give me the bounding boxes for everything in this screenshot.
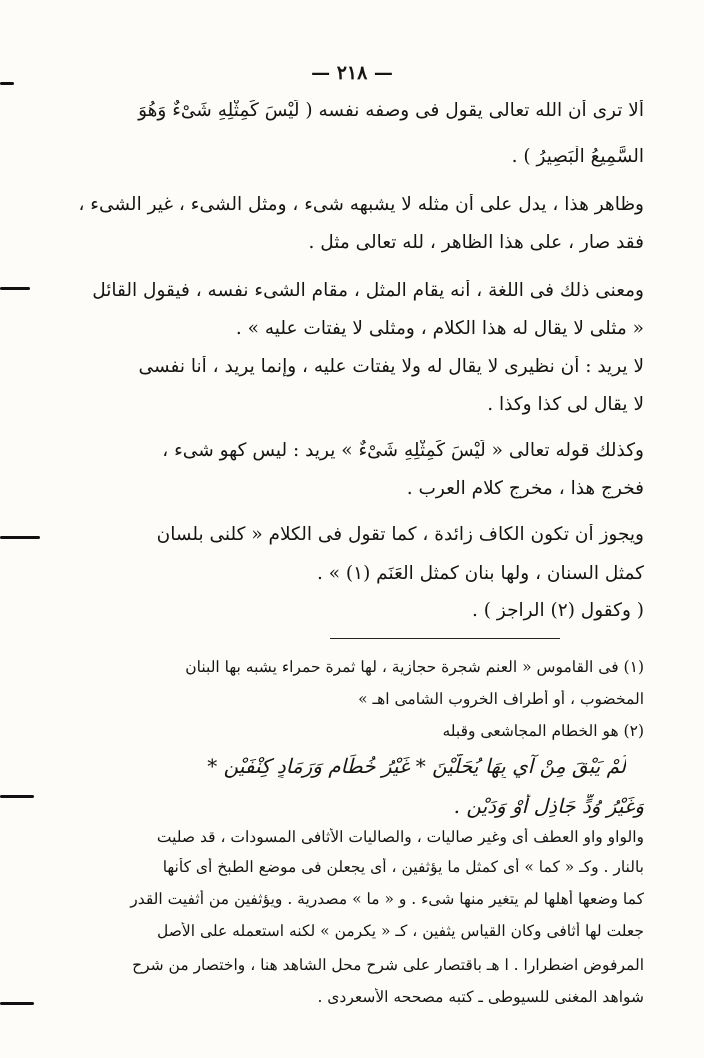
body-line: ( وكقول (٢) الراجز ) .	[472, 600, 644, 621]
footnote-line: المخضوب ، أو أطراف الخروب الشامى اهـ »	[358, 690, 644, 708]
body-line: السَّمِيعُ الْبَصِيرُ ) .	[511, 146, 644, 167]
verse-line: وَغَيْرُ وُدٍّ جَاذِلٍ أَوْ وَدَيْنِ .	[453, 794, 644, 818]
verse-line: لَمْ يَبْقَ مِنْ آيٍ بِهَا يُحَلَّيْنَ * غَيْرُ خُطَامٍ وَرَمَادٍ كِنْفَيْنِ *	[207, 754, 626, 778]
commentary-line: كما وضعها أهلها لم يتغير منها شىء . و « ما » مصدرية . ويؤثفين من أثفيت القدر	[130, 890, 644, 908]
body-line: لا يقال لى كذا وكذا .	[487, 394, 644, 415]
body-line: ويجوز أن تكون الكاف زائدة ، كما تقول فى الكلام « كلنى بلسان	[156, 524, 644, 545]
body-line: فخرج هذا ، مخرج كلام العرب .	[406, 478, 644, 499]
scan-mark	[0, 1002, 34, 1005]
body-line: وكذلك قوله تعالى « لَيْسَ كَمِثْلِهِ شَىْءٌ » يريد : ليس كهو شىء ،	[162, 440, 644, 461]
body-line: ومعنى ذلك فى اللغة ، أنه يقام المثل ، مقام الشىء نفسه ، فيقول القائل	[92, 280, 644, 301]
body-line: وظاهر هذا ، يدل على أن مثله لا يشبهه شىء ، ومثل الشىء ، غير الشىء ،	[78, 194, 644, 215]
footnote-line: (٢) هو الخطام المجاشعى وقبله	[442, 722, 644, 740]
scan-mark	[0, 536, 40, 539]
body-line: كمثل السنان ، ولها بنان كمثل العَنَمِ (١) » .	[316, 563, 644, 584]
commentary-line: المرفوض اضطرارا . ا هـ باقتصار على شرح محل الشاهد هنا ، واختصار من شرح	[132, 956, 644, 974]
commentary-line: بالنار . وكـ « كما » أى كمثل ما يؤثفين ، أى يجعلن فى موضع الطبخ أى كأنها	[162, 858, 644, 876]
body-line: لا يريد : أن نظيرى لا يقال له ولا يفتات عليه ، وإنما يريد ، أنا نفسى	[138, 356, 644, 377]
body-line: « مثلى لا يقال له هذا الكلام ، ومثلى لا يفتات عليه » .	[235, 318, 644, 339]
scan-mark	[0, 795, 34, 798]
page-number: — ٢١٨ —	[311, 62, 393, 84]
commentary-line: والواو واو العطف أى وغير صاليات ، والصاليات الأثافى المسودات ، قد صليت	[156, 828, 644, 846]
commentary-line: جعلت لها أثافى وكان القياس يثفين ، كـ « يكرمن » لكنه استعمله على الأصل	[156, 922, 644, 940]
commentary-line: شواهد المغنى للسيوطى ـ كتبه مصححه الأسعردى .	[317, 988, 644, 1006]
body-line: فقد صار ، على هذا الظاهر ، لله تعالى مثل .	[308, 232, 644, 253]
footnote-divider	[330, 638, 560, 639]
body-line: ألا ترى أن الله تعالى يقول فى وصفه نفسه ( لَيْسَ كَمِثْلِهِ شَىْءٌ وَهُوَ	[138, 100, 644, 121]
scan-mark	[0, 82, 14, 85]
footnote-line: (١) فى القاموس « العنم شجرة حجازية ، لها ثمرة حمراء يشبه بها البنان	[185, 658, 644, 676]
scan-mark	[0, 287, 30, 290]
